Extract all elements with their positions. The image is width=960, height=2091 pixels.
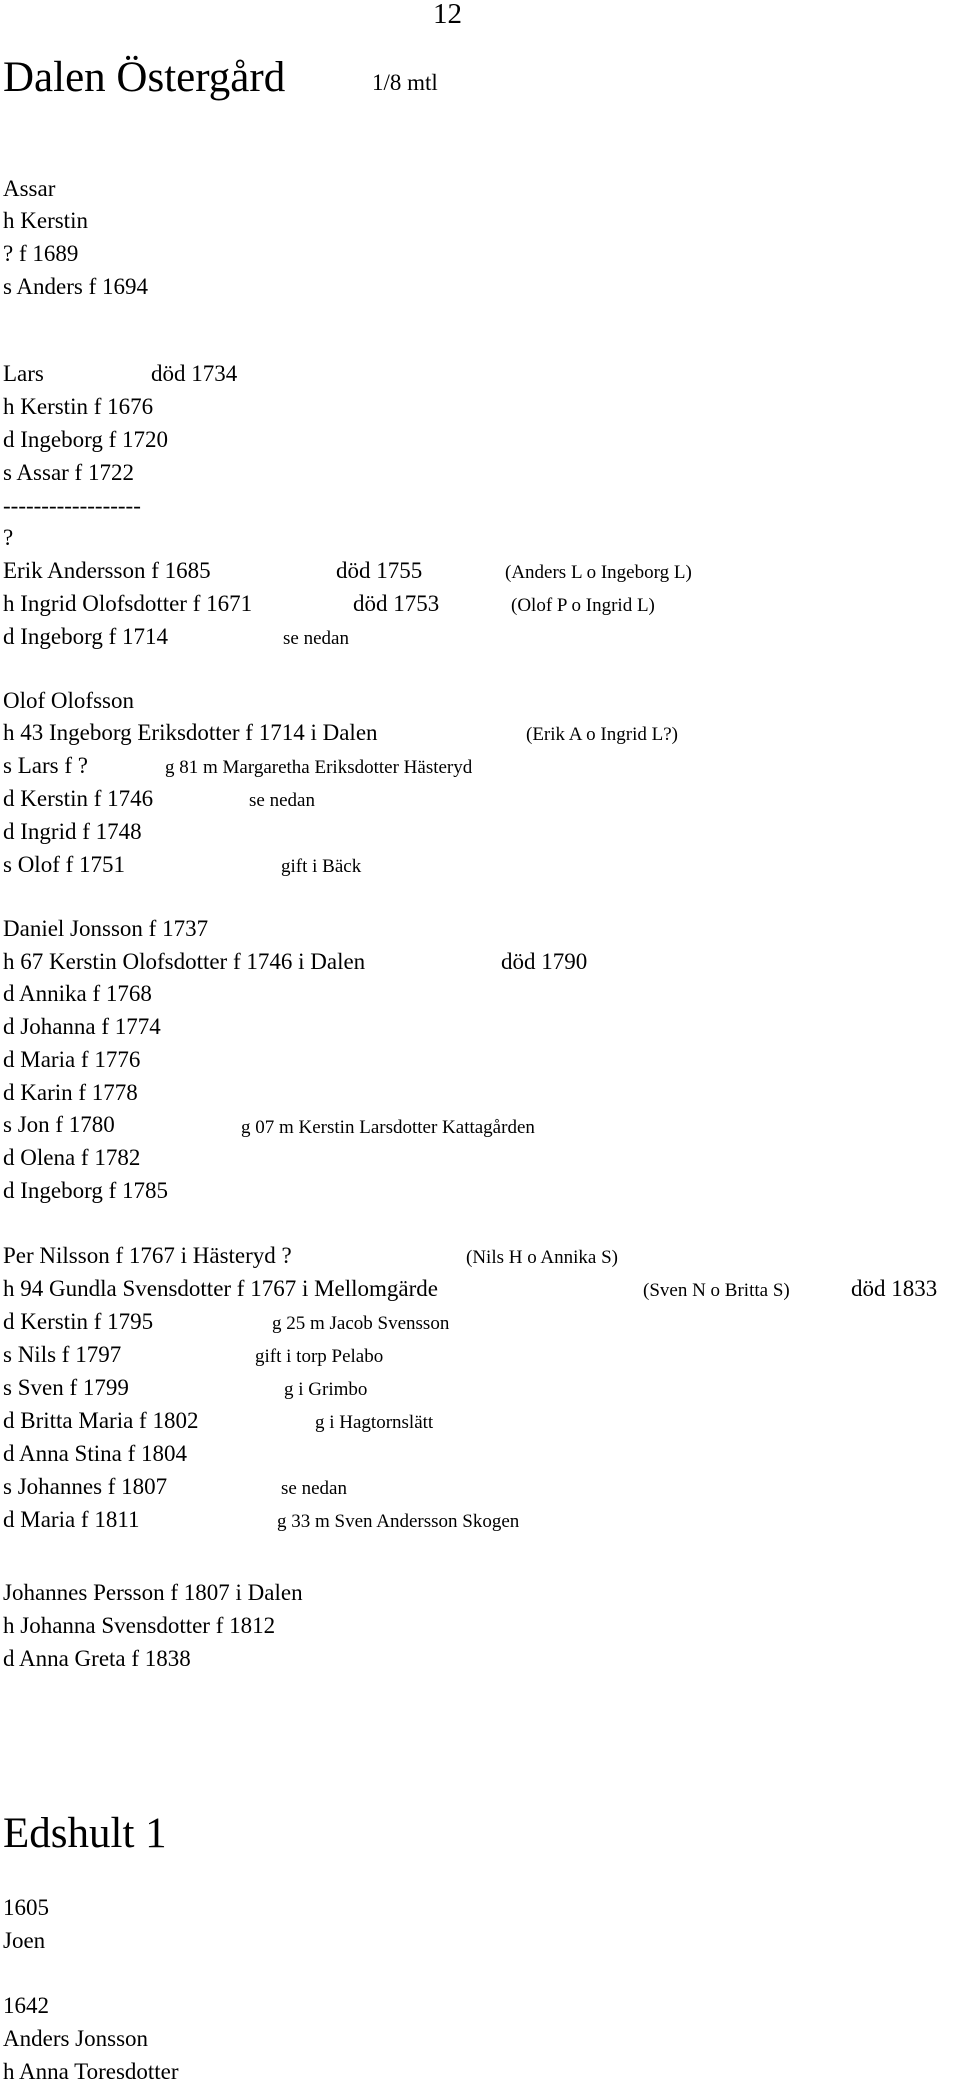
entry-line: d Britta Maria f 1802 — [3, 1408, 199, 1433]
separator: ------------------ — [3, 493, 141, 518]
note: gift i Bäck — [281, 856, 362, 877]
section-title: Dalen Östergård — [3, 54, 286, 101]
entry-line: d Annika f 1768 — [3, 981, 152, 1006]
entry-line: d Karin f 1778 — [3, 1080, 138, 1105]
entry-line: h Kerstin f 1676 — [3, 394, 154, 419]
death-note: död 1734 — [151, 361, 238, 386]
entry-line: h Kerstin — [3, 208, 88, 233]
note: gift i torp Pelabo — [255, 1346, 384, 1367]
entry-line: Per Nilsson f 1767 i Hästeryd ? — [3, 1243, 292, 1268]
note: g 81 m Margaretha Eriksdotter Hästeryd — [165, 757, 473, 778]
death-note: död 1790 — [501, 949, 588, 974]
parents-note: (Nils H o Annika S) — [466, 1247, 618, 1268]
entry-line: s Lars f ? — [3, 753, 88, 778]
entry-line: s Assar f 1722 — [3, 460, 134, 485]
parents-note: (Olof P o Ingrid L) — [511, 595, 655, 616]
entry-line: s Sven f 1799 — [3, 1375, 129, 1400]
death-note: död 1753 — [353, 591, 440, 616]
entry-line: Erik Andersson f 1685 — [3, 558, 211, 583]
note: se nedan — [281, 1478, 347, 1499]
note: g 07 m Kerstin Larsdotter Kattagården — [241, 1117, 535, 1138]
page-number: 12 — [433, 0, 462, 30]
entry-line: d Anna Stina f 1804 — [3, 1441, 187, 1466]
entry-line: h 67 Kerstin Olofsdotter f 1746 i Dalen — [3, 949, 366, 974]
entry-line: d Ingeborg f 1720 — [3, 427, 169, 452]
entry-line: d Ingeborg f 1785 — [3, 1178, 169, 1203]
death-note: död 1755 — [336, 558, 423, 583]
entry-line: s Nils f 1797 — [3, 1342, 122, 1367]
entry-line: d Ingeborg f 1714 — [3, 624, 169, 649]
entry-line: Joen — [3, 1928, 46, 1953]
entry-line: Assar — [3, 176, 56, 201]
section-subtitle: 1/8 mtl — [372, 70, 438, 95]
entry-line: 1605 — [3, 1895, 49, 1920]
note: g 25 m Jacob Svensson — [272, 1313, 450, 1334]
note: se nedan — [283, 628, 349, 649]
entry-line: d Kerstin f 1746 — [3, 786, 154, 811]
entry-line: d Johanna f 1774 — [3, 1014, 161, 1039]
entry-line: h 43 Ingeborg Eriksdotter f 1714 i Dalen — [3, 720, 378, 745]
parents-note: (Anders L o Ingeborg L) — [505, 562, 692, 583]
note: g i Hagtornslätt — [315, 1412, 434, 1433]
entry-line: s Anders f 1694 — [3, 274, 149, 299]
parents-note: (Erik A o Ingrid L?) — [526, 724, 678, 745]
parents-note: (Sven N o Britta S) — [643, 1280, 790, 1301]
entry-line: d Maria f 1776 — [3, 1047, 141, 1072]
entry-line: d Ingrid f 1748 — [3, 819, 142, 844]
entry-line: h Johanna Svensdotter f 1812 — [3, 1613, 276, 1638]
entry-line: d Anna Greta f 1838 — [3, 1646, 191, 1671]
entry-line: ? f 1689 — [3, 241, 79, 266]
entry-line: Olof Olofsson — [3, 688, 134, 713]
entry-line: h 94 Gundla Svensdotter f 1767 i Mellomgärde — [3, 1276, 439, 1301]
entry-line: Lars — [3, 361, 44, 386]
entry-line: Johannes Persson f 1807 i Dalen — [3, 1580, 303, 1605]
section-title: Edshult 1 — [3, 1810, 167, 1857]
entry-line: s Jon f 1780 — [3, 1112, 115, 1137]
entry-line: s Olof f 1751 — [3, 852, 126, 877]
note: g 33 m Sven Andersson Skogen — [277, 1511, 520, 1532]
entry-line: 1642 — [3, 1993, 49, 2018]
note: se nedan — [249, 790, 315, 811]
entry-line: d Olena f 1782 — [3, 1145, 141, 1170]
note: g i Grimbo — [284, 1379, 368, 1400]
entry-line: d Kerstin f 1795 — [3, 1309, 154, 1334]
entry-line: h Ingrid Olofsdotter f 1671 — [3, 591, 253, 616]
entry-line: Anders Jonsson — [3, 2026, 149, 2051]
entry-line: Daniel Jonsson f 1737 — [3, 916, 209, 941]
entry-line: h Anna Toresdotter — [3, 2059, 179, 2084]
entry-line: s Johannes f 1807 — [3, 1474, 168, 1499]
entry-line: ? — [3, 525, 14, 550]
death-note: död 1833 — [851, 1276, 938, 1301]
entry-line: d Maria f 1811 — [3, 1507, 140, 1532]
